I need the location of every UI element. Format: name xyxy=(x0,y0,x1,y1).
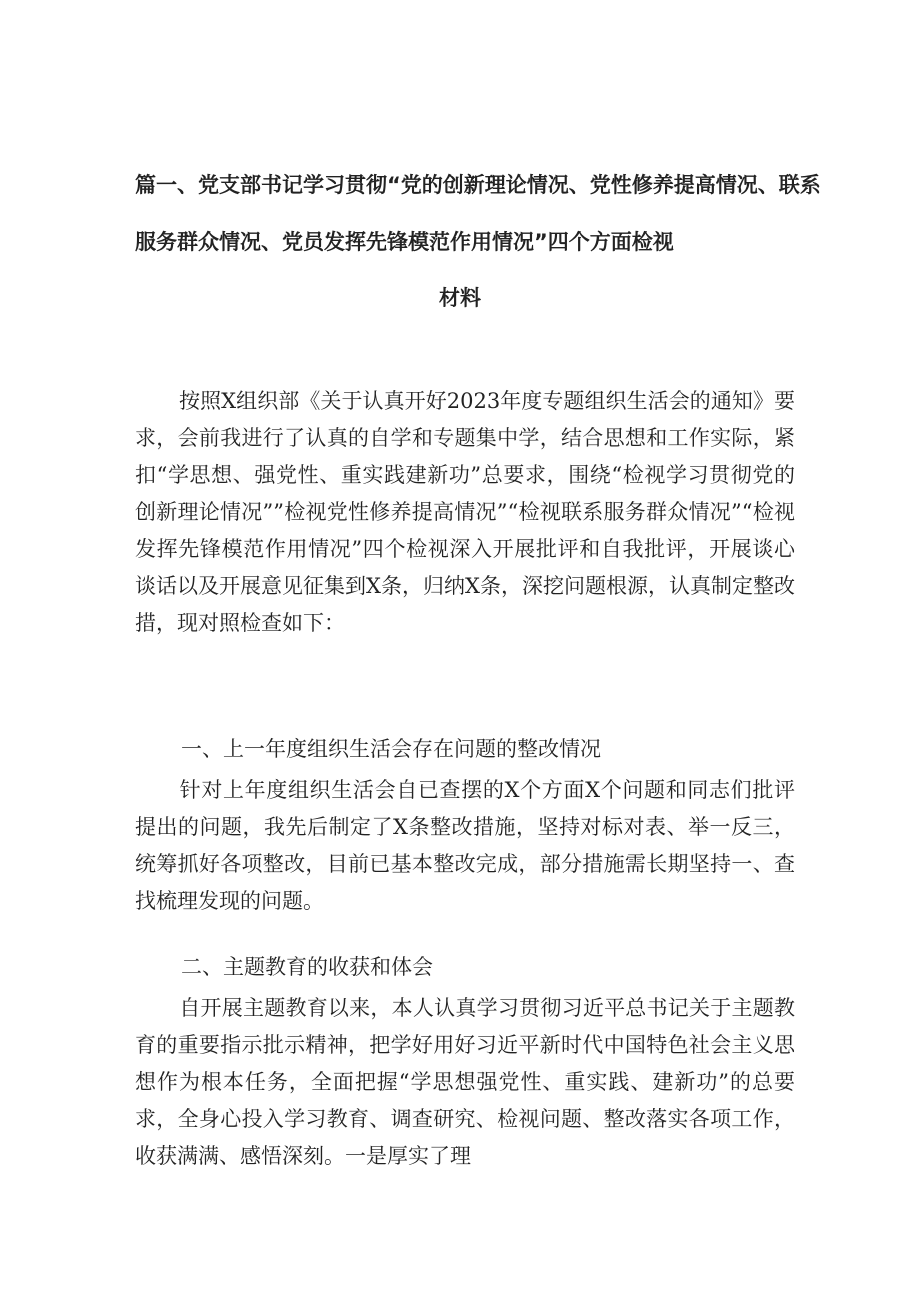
paragraph-rectification-text: 针对上年度组织生活会自已查摆的X个方面X个问题和同志们批评提出的问题，我先后制定了X条整改措施，坚持对标对表、举一反三，统筹抓好各项整改，目前已基本整改完成，部分措施需长期坚持一、查找梳理发现的问题。 xyxy=(135,778,795,913)
paragraph-intro xyxy=(135,383,795,642)
document-title-line-2: 服务群众情况、党员发挥先锋模范作用情况”四个方面检视 xyxy=(135,230,674,254)
section-heading-1: 一、上一年度组织生活会存在问题的整改情况 xyxy=(181,737,601,761)
paragraph-rectification xyxy=(135,772,795,920)
paragraph-gains-text: 自开展主题教育以来，本人认真学习贯彻习近平总书记关于主题教育的重要指示批示精神，把学好用好习近平新时代中国特色社会主义思想作为根本任务，全面把握“学思想强党性、重实践、建新功”的总要求，全身心投入学习教育、调查研究、检视问题、整改落实各项工作，收获满满、感悟深刻。一是厚实了理 xyxy=(135,996,795,1168)
paragraph-gains xyxy=(135,990,795,1175)
document-title-line-3: 材料 xyxy=(439,286,481,310)
document-title-line-1: 篇一、党支部书记学习贯彻“党的创新理论情况、党性修养提高情况、联系 xyxy=(135,173,821,197)
section-heading-2: 二、主题教育的收获和体会 xyxy=(181,955,433,979)
paragraph-intro-text: 按照X组织部《关于认真开好2023年度专题组织生活会的通知》要求，会前我进行了认真的自学和专题集中学，结合思想和工作实际，紧扣“学思想、强党性、重实践建新功”总要求，围绕“检视学习贯彻党的创新理论情况””检视党性修养提高情况”“检视联系服务群众情况”“检视发挥先锋模范作用情况”四个检视深入开展批评和自我批评，开展谈心谈话以及开展意见征集到X条，归纳X条，深挖问题根源，认真制定整改措，现对照检查如下： xyxy=(135,389,795,635)
